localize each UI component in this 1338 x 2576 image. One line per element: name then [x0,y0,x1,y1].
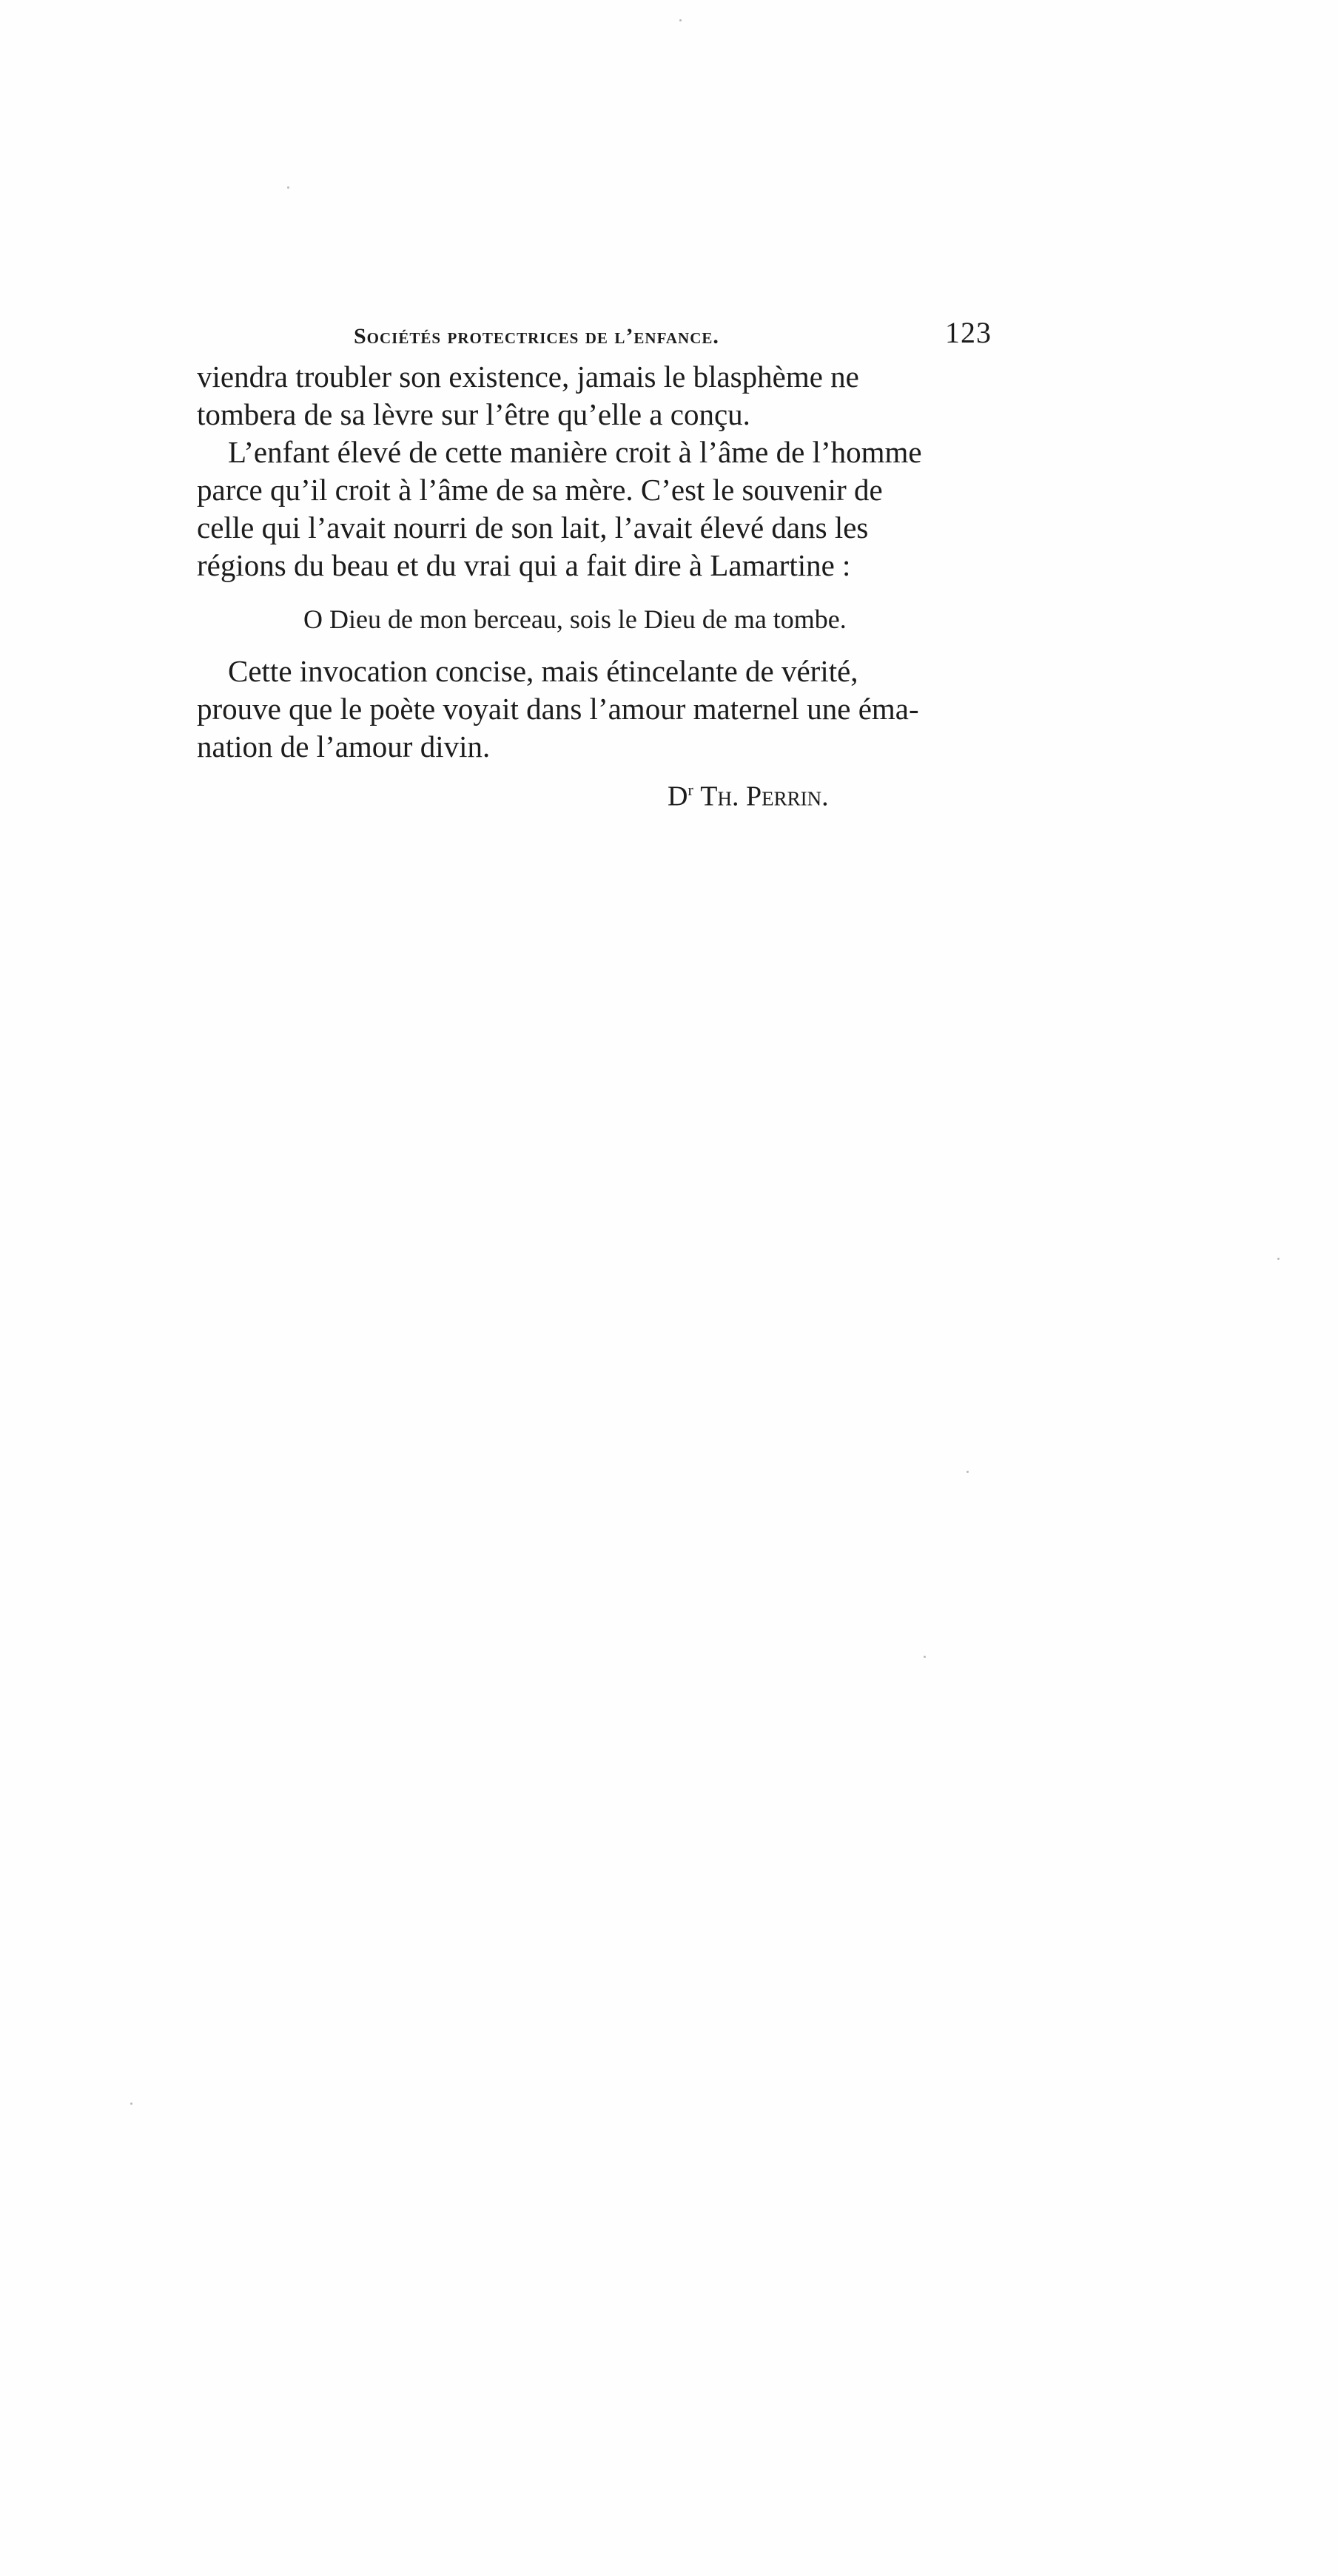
paragraph: L’enfant élevé de cette manière croit à l’âme de l’homme parce qu’il croit à l’âme de sa mère. C’est le souvenir de celle qui l’avait nourri de son lait, l’avait élevé dans les régions du beau et du vrai qui a fait dire à Lamartine : [197,435,922,582]
signature-name: Th. Perrin. [700,780,829,812]
paper-speck [287,186,289,189]
signature-title: D [668,780,688,812]
page-text-block [197,314,992,815]
paper-speck [1277,1258,1280,1260]
paper-speck [924,1656,926,1658]
paper-speck [679,19,682,21]
running-head [197,314,992,358]
paper-speck [130,2103,132,2105]
paragraph: Cette invocation concise, mais étincelante de vérité, prouve que le poète voyait dans l’amour maternel une éma- nation de l’amour divin. [197,654,919,763]
paragraph-continued: viendra troubler son existence, jamais le blasphème ne tombera de sa lèvre sur l’être qu’elle a conçu. [197,360,859,431]
verse-quotation: O Dieu de mon berceau, sois le Dieu de ma tombe. [303,604,847,634]
paper-speck [966,1471,969,1473]
author-signature [197,772,992,815]
page-number: 123 [945,316,992,349]
running-title: Sociétés protectrices de l’enfance. [354,324,719,348]
signature-title-superscript: r [688,780,693,799]
